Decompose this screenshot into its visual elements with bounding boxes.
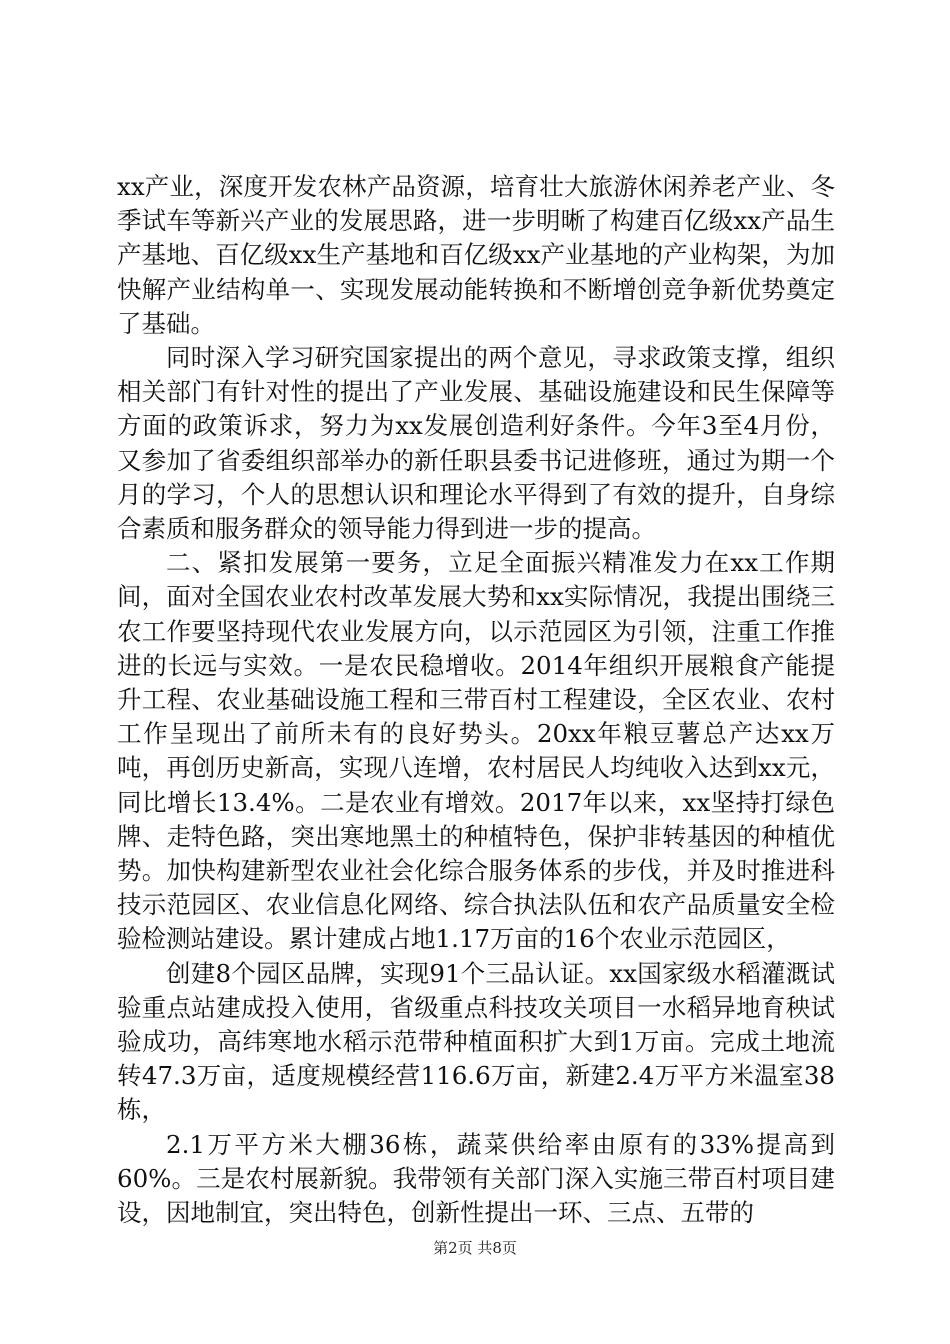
paragraph-5: 2.1万平方米大棚36栋，蔬菜供给率由原有的33%提高到60%。三是农村展新貌。我带领有关部门深入实施三带百村项目建设，因地制宜，突出特色，创新性提出一环、三点、五带的 xyxy=(117,1129,835,1228)
page-number-footer: 第2页 共8页 xyxy=(433,1239,517,1257)
document-body xyxy=(117,170,835,1230)
paragraph-2: 同时深入学习研究国家提出的两个意见，寻求政策支撑，组织相关部门有针对性的提出了产业发展、基础设施建设和民生保障等方面的政策诉求，努力为xx发展创造利好条件。今年3至4月份，又参加了省委组织部举办的新任职县委书记进修班，通过为期一个月的学习，个人的思想认识和理论水平得到了有效的提升，自身综合素质和服务群众的领导能力得到进一步的提高。 xyxy=(117,343,835,544)
paragraph-3: 二、紧扣发展第一要务，立足全面振兴精准发力在xx工作期间，面对全国农业农村改革发展大势和xx实际情况，我提出围绕三农工作要坚持现代农业发展方向，以示范园区为引领，注重工作推进的长远与实效。一是农民稳增收。2014年组织开展粮食产能提升工程、农业基础设施工程和三带百村工程建设，全区农业、农村工作呈现出了前所未有的良好势头。20xx年粮豆薯总产达xx万吨，再创历史新高，实现八连增，农村居民人均纯收入达到xx元，同比增长13.4%。二是农业有增效。2017年以来，xx坚持打绿色牌、走特色路，突出寒地黑土的种植特色，保护非转基因的种植优势。加快构建新型农业社会化综合服务体系的步伐，并及时推进科技示范园区、农业信息化网络、综合执法队伍和农产品质量安全检验检测站建设。累计建成占地1.17万亩的16个农业示范园区， xyxy=(117,548,835,954)
paragraph-4: 创建8个园区品牌，实现91个三品认证。xx国家级水稻灌溉试验重点站建成投入使用，省级重点科技攻关项目一水稻异地育秧试验成功，高纬寒地水稻示范带种植面积扩大到1万亩。完成土地流转47.3万亩，适度规模经营116.6万亩，新建2.4万平方米温室38栋， xyxy=(117,958,835,1125)
paragraph-1: xx产业，深度开发农林产品资源，培育壮大旅游休闲养老产业、冬季试车等新兴产业的发展思路，进一步明晰了构建百亿级xx产品生产基地、百亿级xx生产基地和百亿级xx产业基地的产业构架，为加快解产业结构单一、实现发展动能转换和不断增创竞争新优势奠定了基础。 xyxy=(117,172,835,338)
